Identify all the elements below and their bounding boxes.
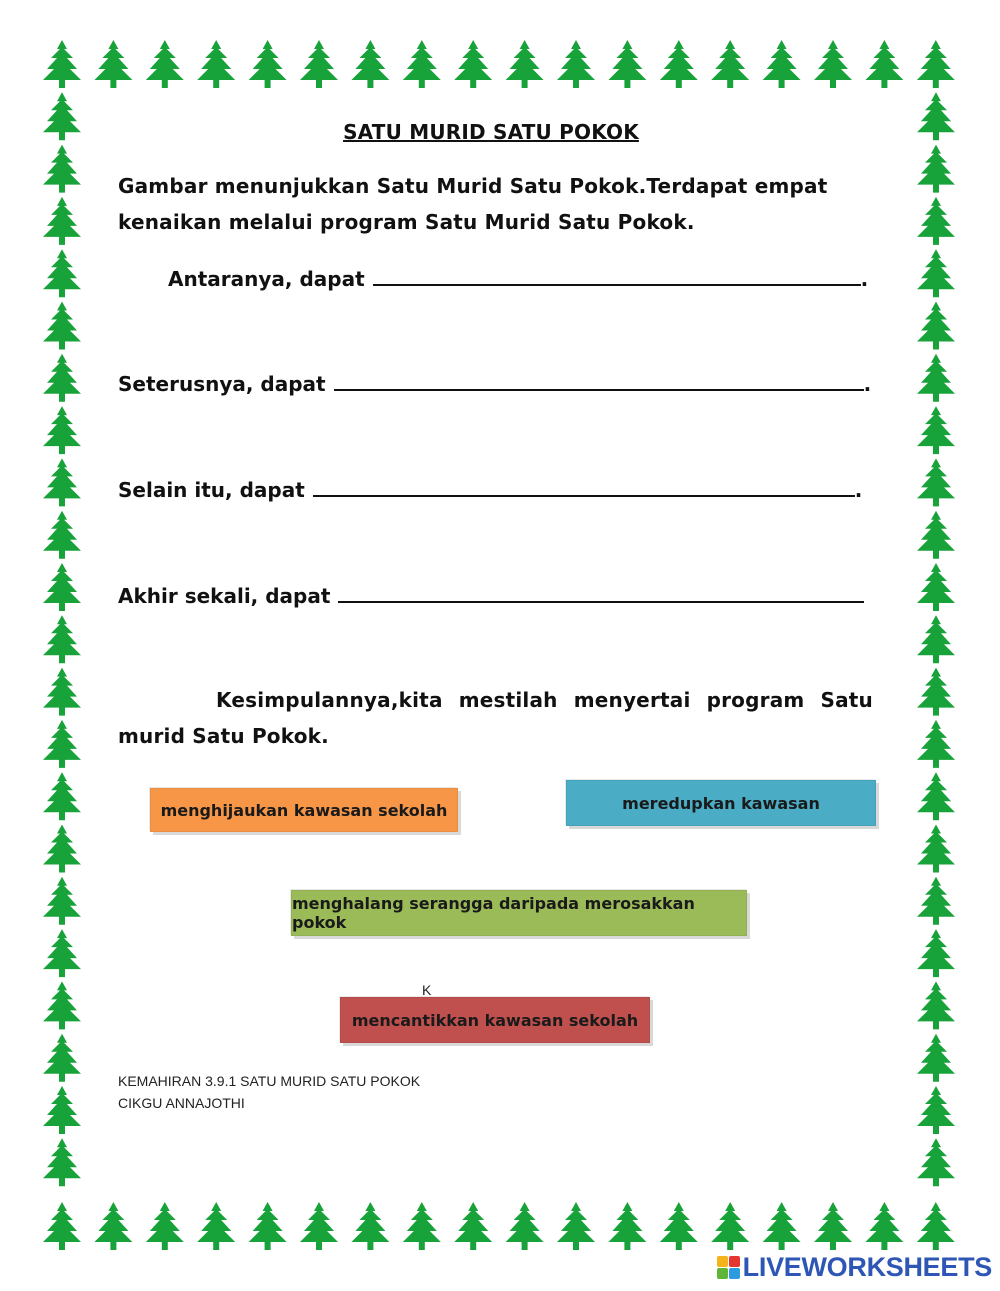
- pine-tree-icon: [917, 406, 955, 454]
- pine-tree-icon: [43, 511, 81, 559]
- blank-suffix: .: [860, 267, 869, 291]
- pine-tree-icon: [506, 1202, 544, 1250]
- pine-tree-icon: [300, 1202, 338, 1250]
- intro-paragraph: Gambar menunjukkan Satu Murid Satu Pokok.Terdapat empat kenaikan melalui program Satu Murid Satu Pokok.: [118, 174, 828, 234]
- pine-tree-icon: [43, 145, 81, 193]
- pine-tree-icon: [917, 458, 955, 506]
- pine-tree-icon: [763, 1202, 801, 1250]
- conclusion-paragraph: Kesimpulannya,kita mestilah menyertai program Satu murid Satu Pokok.: [118, 688, 873, 748]
- blank-suffix: .: [854, 478, 863, 502]
- pine-tree-icon: [43, 1086, 81, 1134]
- pine-tree-icon: [865, 1202, 903, 1250]
- pine-tree-icon: [917, 249, 955, 297]
- blank-prefix: Seterusnya, dapat: [118, 372, 326, 396]
- answer-blank[interactable]: [373, 264, 861, 286]
- answer-option-meredupkan[interactable]: meredupkan kawasan: [566, 780, 876, 826]
- pine-tree-icon: [711, 40, 749, 88]
- pine-tree-icon: [43, 668, 81, 716]
- pine-tree-icon: [43, 40, 81, 88]
- blank-line-3: [118, 475, 862, 502]
- pine-tree-icon: [146, 1202, 184, 1250]
- pine-tree-icon: [43, 1034, 81, 1082]
- pine-tree-icon: [43, 249, 81, 297]
- pine-tree-icon: [197, 1202, 235, 1250]
- answer-blank[interactable]: [313, 475, 855, 497]
- pine-tree-icon: [43, 354, 81, 402]
- pine-tree-icon: [94, 1202, 132, 1250]
- blank-prefix: Akhir sekali, dapat: [118, 584, 331, 608]
- pine-tree-icon: [249, 40, 287, 88]
- pine-tree-icon: [763, 40, 801, 88]
- pine-tree-icon: [403, 40, 441, 88]
- pine-tree-icon: [917, 40, 955, 88]
- pine-tree-icon: [917, 615, 955, 663]
- answer-blank[interactable]: [334, 369, 864, 391]
- pine-tree-icon: [94, 40, 132, 88]
- pine-tree-icon: [814, 40, 852, 88]
- pine-tree-icon: [249, 1202, 287, 1250]
- pine-tree-icon: [814, 1202, 852, 1250]
- pine-tree-icon: [557, 1202, 595, 1250]
- pine-tree-icon: [917, 772, 955, 820]
- pine-tree-icon: [454, 1202, 492, 1250]
- pine-tree-icon: [506, 40, 544, 88]
- brand-text: LIVEWORKSHEETS: [742, 1252, 992, 1282]
- blank-prefix: Antaranya, dapat: [168, 267, 365, 291]
- worksheet-title: SATU MURID SATU POKOK: [343, 120, 639, 144]
- pine-tree-icon: [43, 458, 81, 506]
- pine-tree-icon: [917, 825, 955, 873]
- pine-tree-icon: [146, 40, 184, 88]
- liveworksheets-brand[interactable]: [717, 1252, 992, 1283]
- answer-option-menghijaukan[interactable]: menghijaukan kawasan sekolah: [150, 788, 458, 832]
- answer-option-menghalang[interactable]: menghalang serangga daripada merosakkan pokok: [291, 890, 747, 936]
- pine-tree-icon: [917, 929, 955, 977]
- pine-tree-icon: [43, 563, 81, 611]
- answer-blank[interactable]: [338, 581, 864, 603]
- pine-tree-icon: [351, 1202, 389, 1250]
- pine-tree-icon: [43, 929, 81, 977]
- blank-line-1: [168, 264, 868, 291]
- pine-tree-icon: [660, 1202, 698, 1250]
- stray-mark: K: [422, 982, 432, 998]
- blank-line-2: [118, 369, 871, 396]
- pine-tree-icon: [43, 825, 81, 873]
- pine-tree-icon: [43, 302, 81, 350]
- pine-tree-icon: [43, 1138, 81, 1186]
- pine-tree-icon: [917, 1202, 955, 1250]
- pine-tree-icon: [711, 1202, 749, 1250]
- liveworksheets-logo-icon: [717, 1256, 740, 1279]
- pine-tree-icon: [608, 40, 646, 88]
- answer-option-mencantikkan[interactable]: mencantikkan kawasan sekolah: [340, 997, 650, 1043]
- pine-tree-icon: [608, 1202, 646, 1250]
- pine-tree-icon: [917, 511, 955, 559]
- pine-tree-icon: [43, 615, 81, 663]
- pine-tree-icon: [454, 40, 492, 88]
- pine-tree-icon: [43, 772, 81, 820]
- pine-tree-icon: [197, 40, 235, 88]
- pine-tree-icon: [917, 668, 955, 716]
- pine-tree-icon: [865, 40, 903, 88]
- pine-tree-icon: [43, 981, 81, 1029]
- blank-line-4: [118, 581, 864, 608]
- pine-tree-icon: [351, 40, 389, 88]
- pine-tree-icon: [917, 145, 955, 193]
- footer-teacher: CIKGU ANNAJOTHI: [118, 1095, 245, 1111]
- pine-tree-icon: [917, 981, 955, 1029]
- footer-skill: KEMAHIRAN 3.9.1 SATU MURID SATU POKOK: [118, 1073, 421, 1089]
- pine-tree-icon: [660, 40, 698, 88]
- blank-prefix: Selain itu, dapat: [118, 478, 305, 502]
- blank-suffix: .: [863, 372, 872, 396]
- pine-tree-icon: [557, 40, 595, 88]
- pine-tree-icon: [300, 40, 338, 88]
- pine-tree-icon: [403, 1202, 441, 1250]
- pine-tree-icon: [917, 1086, 955, 1134]
- pine-tree-icon: [917, 720, 955, 768]
- pine-tree-icon: [917, 302, 955, 350]
- pine-tree-icon: [917, 354, 955, 402]
- pine-tree-icon: [917, 1138, 955, 1186]
- pine-tree-icon: [917, 877, 955, 925]
- pine-tree-icon: [917, 197, 955, 245]
- pine-tree-icon: [43, 406, 81, 454]
- pine-tree-icon: [43, 1202, 81, 1250]
- pine-tree-icon: [917, 1034, 955, 1082]
- pine-tree-icon: [917, 563, 955, 611]
- pine-tree-icon: [43, 197, 81, 245]
- pine-tree-icon: [43, 877, 81, 925]
- pine-tree-icon: [43, 720, 81, 768]
